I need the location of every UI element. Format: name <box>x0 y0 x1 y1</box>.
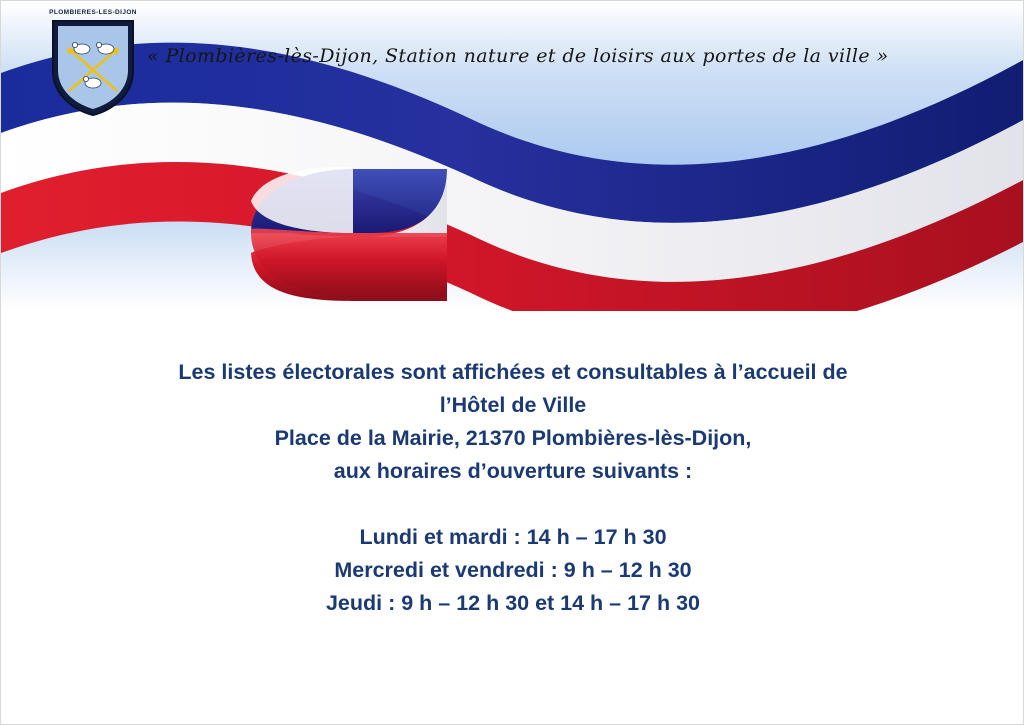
announcement-line-2: l’Hôtel de Ville <box>439 393 587 417</box>
opening-hours-paragraph <box>1 521 1024 620</box>
hours-line-3: Jeudi : 9 h – 12 h 30 et 14 h – 17 h 30 <box>325 591 701 615</box>
announcement-line-4: aux horaires d’ouverture suivants : <box>333 459 693 483</box>
shield-icon <box>41 9 145 121</box>
coat-of-arms <box>41 9 145 121</box>
announcement-line-3: Place de la Mairie, 21370 Plombières-lès-Dijon, <box>274 426 752 450</box>
paragraph-spacer <box>1 488 1024 521</box>
crest-label: PLOMBIERES-LES-DIJON <box>49 9 137 16</box>
announcement-line-1: Les listes électorales sont affichées et consultables à l’accueil de <box>178 360 848 384</box>
hours-line-2: Mercredi et vendredi : 9 h – 12 h 30 <box>334 558 692 582</box>
header-sky-band <box>1 1 1024 311</box>
hours-line-1: Lundi et mardi : 14 h – 17 h 30 <box>359 525 667 549</box>
announcement-block <box>1 356 1024 620</box>
town-slogan: « Plombières-lès-Dijon, Station nature et de loisirs aux portes de la ville » <box>147 45 889 67</box>
announcement-paragraph <box>1 356 1024 488</box>
